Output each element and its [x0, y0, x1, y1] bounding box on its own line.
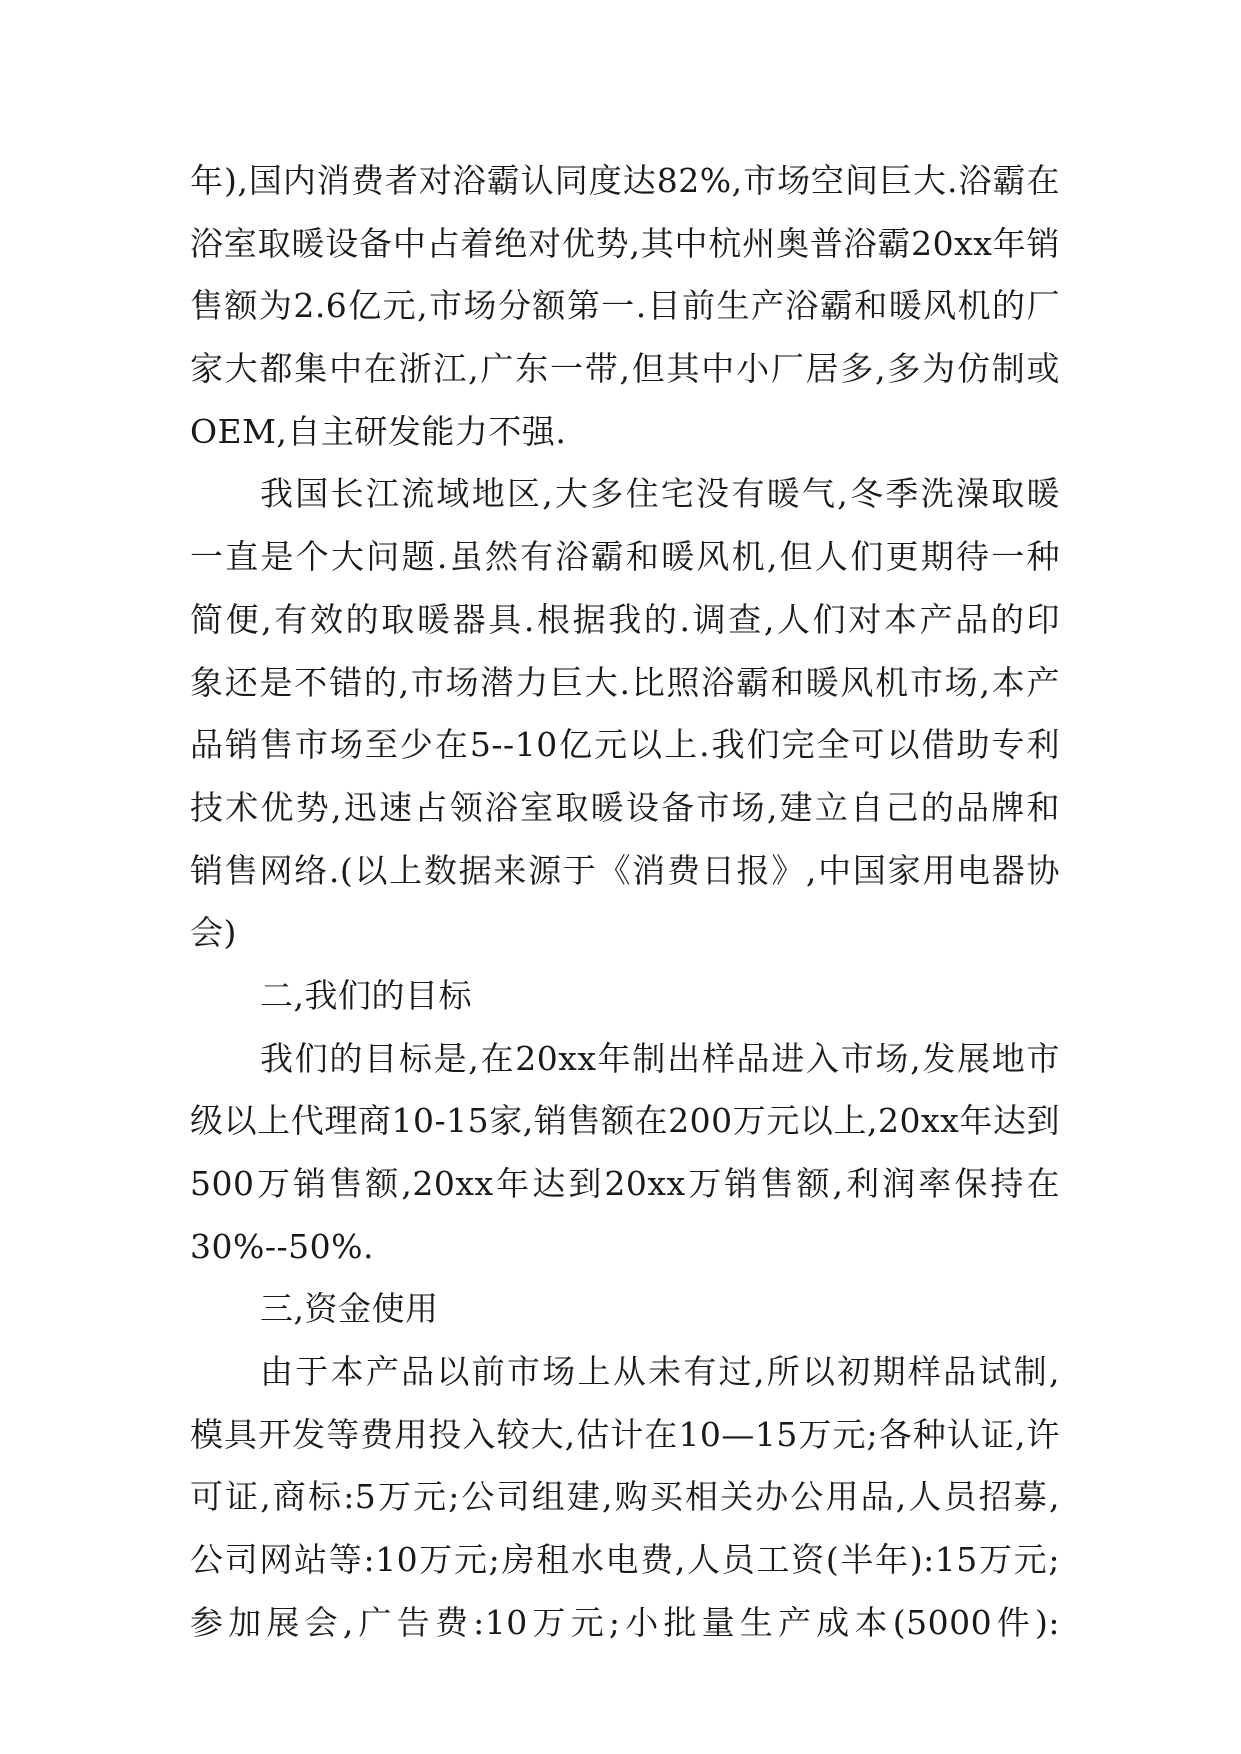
text-line: 级以上代理商10-15家,销售额在200万元以上,20xx年达到: [190, 1101, 1060, 1141]
document-page: [190, 150, 1060, 1655]
text-line: 简便,有效的取暖器具.根据我的.调查,人们对本产品的印: [190, 599, 1060, 639]
section-heading: 二,我们的目标: [260, 975, 472, 1015]
text-line: 我们的目标是,在20xx年制出样品进入市场,发展地市: [260, 1038, 1060, 1078]
text-line: 象还是不错的,市场潜力巨大.比照浴霸和暖风机市场,本产: [190, 662, 1060, 702]
text-line: 由于本产品以前市场上从未有过,所以初期样品试制,: [260, 1352, 1060, 1392]
text-line: 500万销售额,20xx年达到20xx万销售额,利润率保持在: [190, 1164, 1060, 1203]
text-line: OEM,自主研发能力不强.: [190, 411, 567, 451]
text-line: 我国长江流域地区,大多住宅没有暖气,冬季洗澡取暖: [260, 474, 1060, 514]
text-line: 销售网络.(以上数据来源于《消费日报》,中国家用电器协: [190, 850, 1060, 890]
text-line: 模具开发等费用投入较大,估计在10—15万元;各种认证,许: [190, 1414, 1060, 1454]
text-line: 一直是个大问题.虽然有浴霸和暖风机,但人们更期待一种: [190, 537, 1060, 577]
text-line: 技术优势,迅速占领浴室取暖设备市场,建立自己的品牌和: [190, 787, 1060, 827]
text-line: 参加展会,广告费:10万元;小批量生产成本(5000件):: [190, 1602, 1060, 1642]
text-line: 会): [190, 913, 237, 953]
text-line: 浴室取暖设备中占着绝对优势,其中杭州奥普浴霸20xx年销: [190, 223, 1060, 263]
text-line: 30%--50%.: [190, 1226, 374, 1266]
text-line: 售额为2.6亿元,市场分额第一.目前生产浴霸和暖风机的厂: [190, 286, 1060, 326]
text-line: 公司网站等:10万元;房租水电费,人员工资(半年):15万元;: [190, 1540, 1060, 1580]
text-line: 年),国内消费者对浴霸认同度达82%,市场空间巨大.浴霸在: [190, 161, 1060, 200]
text-line: 品销售市场至少在5--10亿元以上.我们完全可以借助专利: [190, 725, 1060, 765]
text-line: 可证,商标:5万元;公司组建,购买相关办公用品,人员招募,: [190, 1477, 1060, 1517]
section-heading: 三,资金使用: [260, 1289, 439, 1329]
text-line: 家大都集中在浙江,广东一带,但其中小厂居多,多为仿制或: [190, 349, 1060, 389]
